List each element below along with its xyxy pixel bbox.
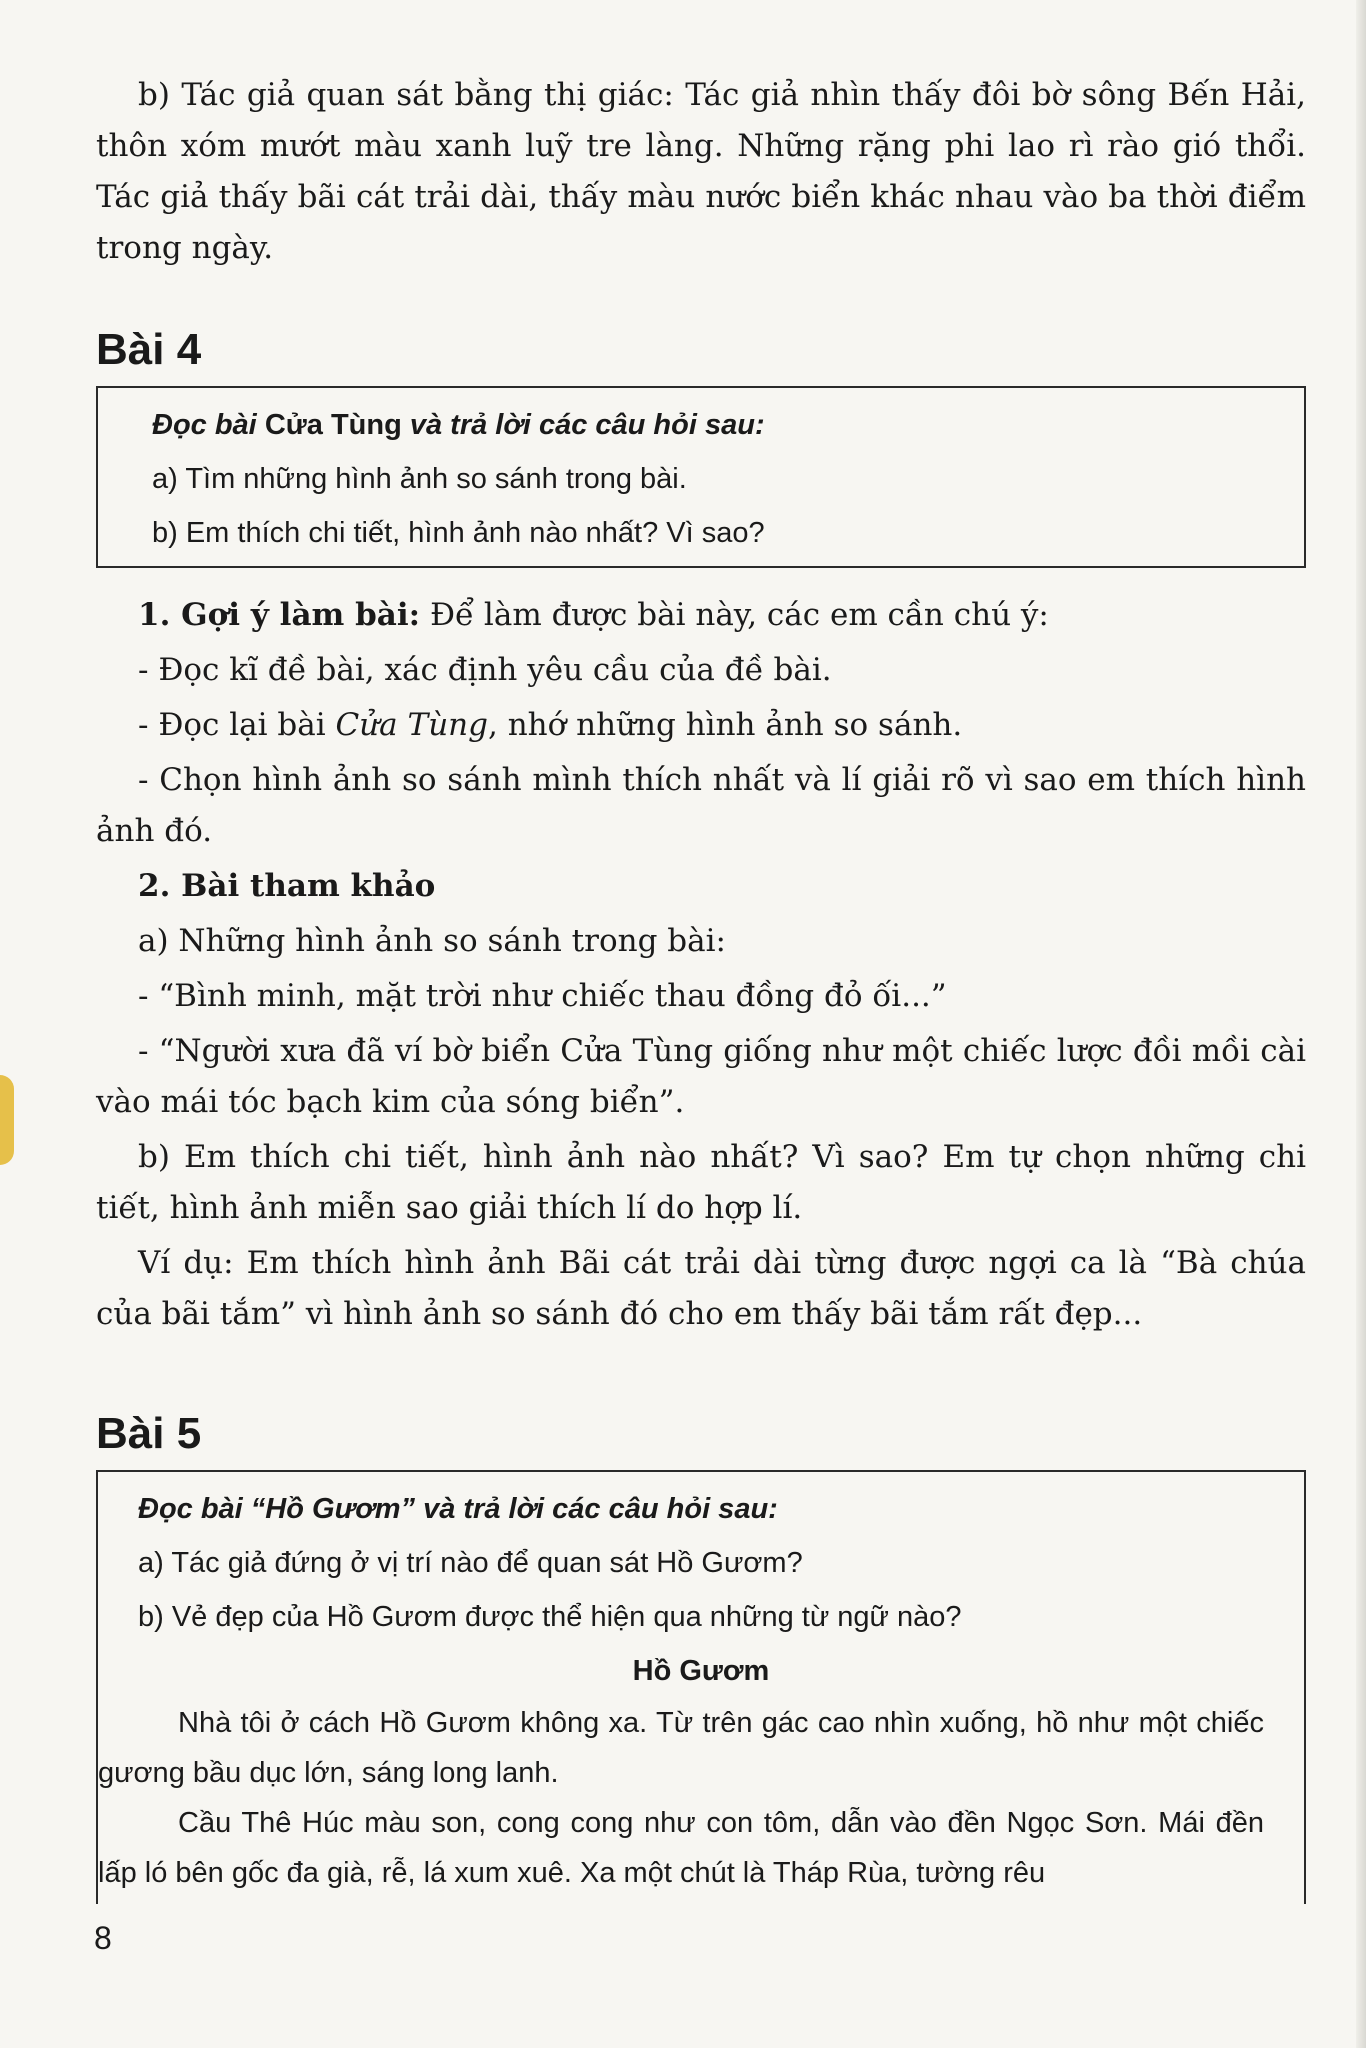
guide-heading-line bbox=[96, 590, 1306, 641]
page-edge-mark bbox=[0, 1075, 14, 1165]
reference-heading: 2. Bài tham khảo bbox=[138, 868, 436, 904]
reading-paragraph-1: Nhà tôi ở cách Hồ Gươm không xa. Từ trên gác cao nhìn xuống, hồ như một chiếc gương bầu dục lớn, sáng long lanh. bbox=[98, 1707, 1264, 1789]
guide-heading: 1. Gợi ý làm bài: bbox=[138, 597, 421, 633]
page-binding-edge bbox=[1356, 0, 1366, 2048]
reference-a-item-2: - “Người xưa đã ví bờ biển Cửa Tùng giống như một chiếc lược đồi mồi cài vào mái tóc bạch kim của sóng biển”. bbox=[96, 1033, 1306, 1120]
page-content bbox=[96, 70, 1306, 1904]
exercise-5-question-a: a) Tác giả đứng ở vị trí nào để quan sát Hồ Gươm? bbox=[138, 1547, 803, 1579]
exercise-4-question-b: b) Em thích chi tiết, hình ảnh nào nhất? Vì sao? bbox=[152, 517, 765, 549]
exercise-5-question-b: b) Vẻ đẹp của Hồ Gươm được thể hiện qua những từ ngữ nào? bbox=[138, 1601, 962, 1633]
exercise-4-task-box bbox=[96, 386, 1306, 568]
exercise-5-heading: Bài 5 bbox=[96, 1409, 202, 1458]
reference-a-item-1: - “Bình minh, mặt trời như chiếc thau đồng đỏ ối...” bbox=[138, 978, 947, 1014]
page-number: 8 bbox=[94, 1920, 112, 1956]
exercise-4-prompt-pre: Đọc bài bbox=[152, 409, 265, 441]
guide-item-1: - Đọc kĩ đề bài, xác định yêu cầu của đề bài. bbox=[138, 652, 832, 688]
intro-paragraph-b: b) Tác giả quan sát bằng thị giác: Tác giả nhìn thấy đôi bờ sông Bến Hải, thôn xóm mướt màu xanh luỹ tre làng. Những rặng phi lao rì rào gió thổi. Tác giả thấy bãi cát trải dài, thấy màu nước biển khác nhau vào ba thời điểm trong ngày. bbox=[96, 77, 1306, 266]
exercise-4-prompt-post: và trả lời các câu hỏi sau: bbox=[401, 409, 765, 441]
guide-item-3: - Chọn hình ảnh so sánh mình thích nhất và lí giải rõ vì sao em thích hình ảnh đó. bbox=[96, 762, 1306, 849]
guide-intro: Để làm được bài này, các em cần chú ý: bbox=[420, 597, 1049, 633]
exercise-5-task-box bbox=[96, 1470, 1306, 1904]
guide-item-2 bbox=[96, 700, 1306, 751]
exercise-4-prompt bbox=[152, 398, 1264, 452]
exercise-5-prompt: Đọc bài “Hồ Gươm” và trả lời các câu hỏi sau: bbox=[138, 1493, 778, 1525]
reference-a-title: a) Những hình ảnh so sánh trong bài: bbox=[138, 923, 726, 959]
reading-paragraph-2: Cầu Thê Húc màu son, cong cong như con tôm, dẫn vào đền Ngọc Sơn. Mái đền lấp ló bên gốc đa già, rễ, lá xum xuê. Xa một chút là Tháp Rùa, tường rêu bbox=[98, 1807, 1264, 1889]
reading-title: Hồ Gươm bbox=[632, 1655, 770, 1687]
reference-example: Ví dụ: Em thích hình ảnh Bãi cát trải dài từng được ngợi ca là “Bà chúa của bãi tắm” vì hình ảnh so sánh đó cho em thấy bãi tắm rất đẹp... bbox=[96, 1245, 1306, 1332]
guide-item-2-post: , nhớ những hình ảnh so sánh. bbox=[487, 707, 963, 743]
exercise-4-prompt-title: Cửa Tùng bbox=[264, 409, 402, 441]
exercise-4-question-a: a) Tìm những hình ảnh so sánh trong bài. bbox=[152, 463, 687, 495]
guide-item-2-title: Cửa Tùng bbox=[335, 707, 488, 743]
reference-b: b) Em thích chi tiết, hình ảnh nào nhất? Vì sao? Em tự chọn những chi tiết, hình ảnh miễn sao giải thích lí do hợp lí. bbox=[96, 1139, 1306, 1226]
exercise-4-heading: Bài 4 bbox=[96, 325, 202, 374]
guide-item-2-pre: - Đọc lại bài bbox=[138, 707, 336, 743]
